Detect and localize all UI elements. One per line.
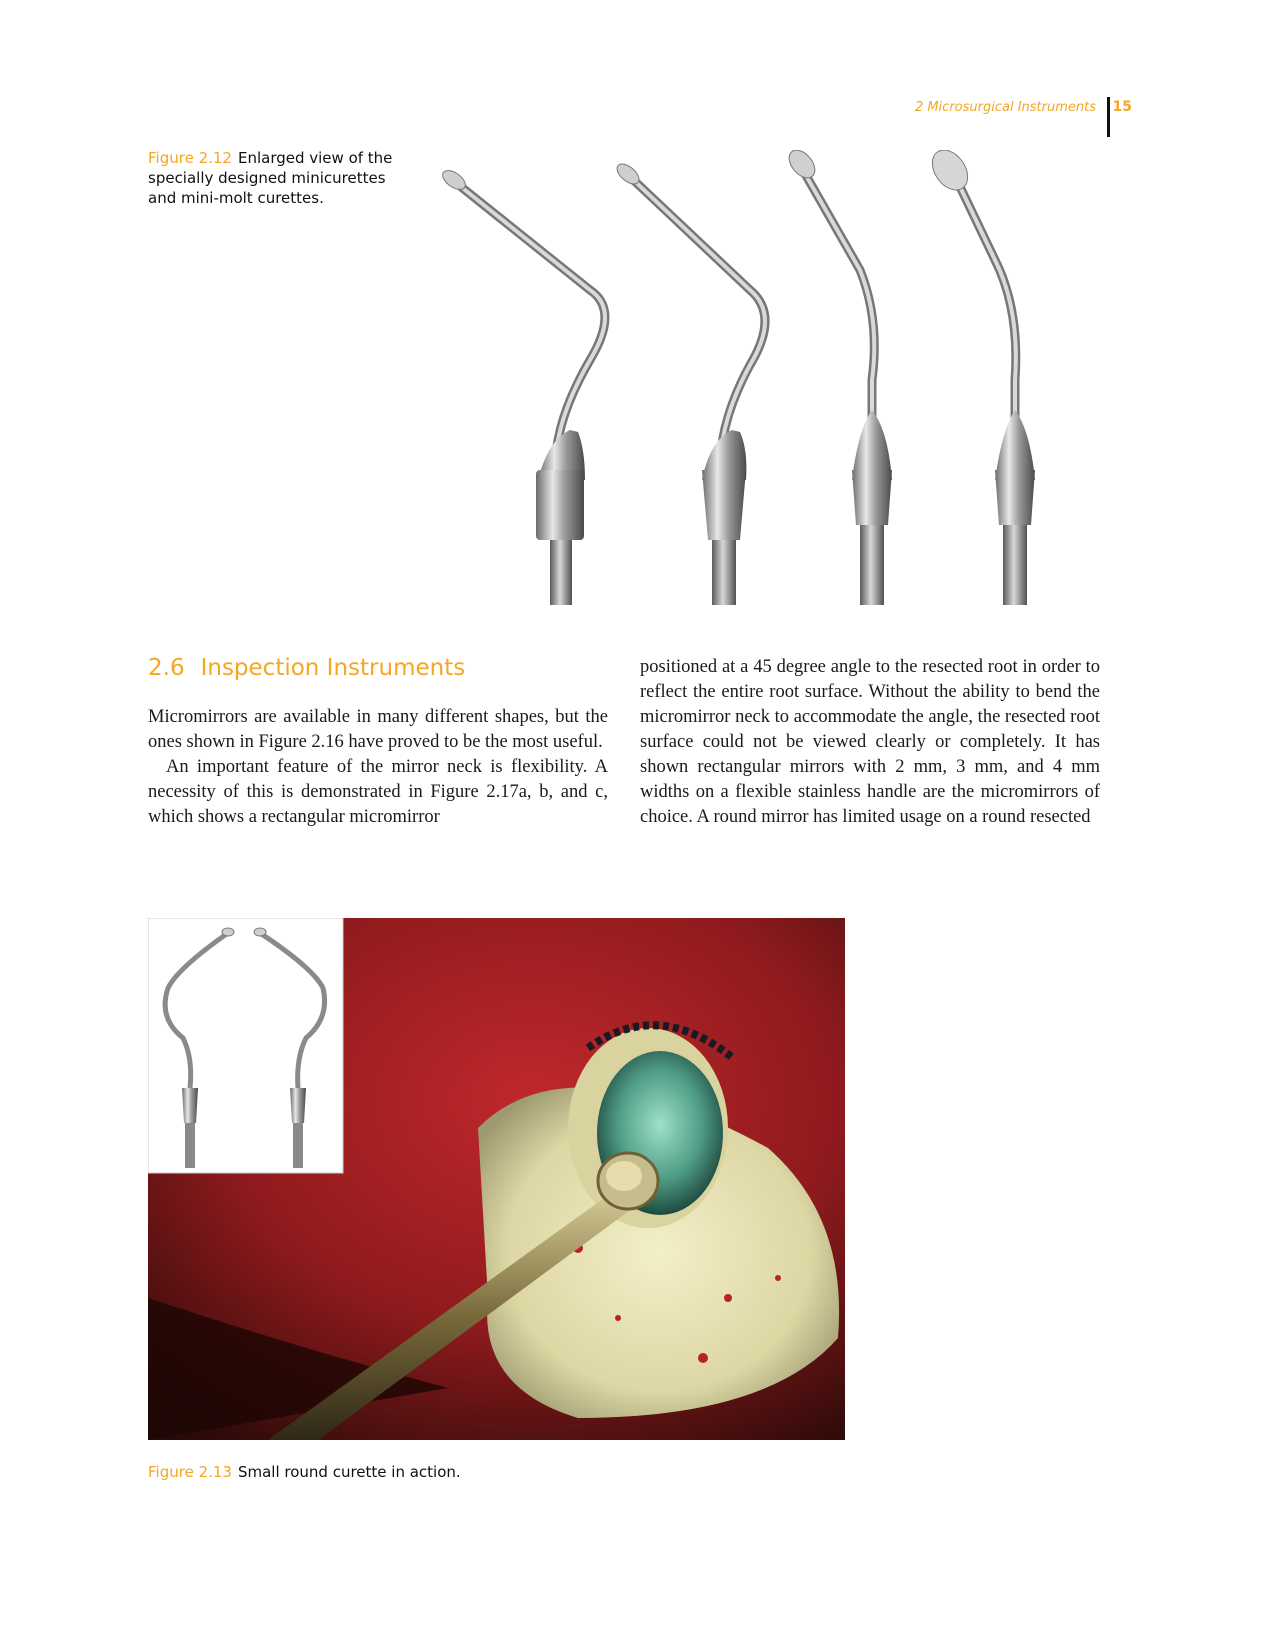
paragraph-2: An important feature of the mirror neck is flexibility. A necessity of this is demonstrated in Figure 2.17a, b, and c, which shows a rectangular micromirror (148, 757, 608, 827)
curette-3 (784, 150, 892, 605)
section-number: 2.6 (148, 655, 185, 681)
figure-2-12-caption (148, 148, 418, 208)
section-title: Inspection Instruments (200, 655, 466, 681)
body-right-column (640, 655, 1100, 830)
figure-2-12-label: Figure 2.12 (148, 149, 232, 167)
page-number: 15 (1112, 99, 1132, 115)
section-heading (148, 655, 465, 681)
curette-2 (614, 160, 765, 605)
paragraph-2-continued: positioned at a 45 degree angle to the resected root in order to reflect the entire root surface. Without the ability to bend the micromirror neck to accommodate the angle, the resected root surface could not be viewed clearly or completely. It has shown rectangular mirrors with 2 mm, 3 mm, and 4 mm widths on a flexible stainless handle are the micromirrors of choice. A round mirror has limited usage on a round resected (640, 657, 1100, 827)
running-header (900, 97, 1140, 137)
curette-4 (925, 150, 1035, 605)
figure-2-13-caption-text: Small round curette in action. (237, 1463, 461, 1481)
curette-1 (440, 167, 605, 605)
figure-2-13-label: Figure 2.13 (148, 1463, 232, 1481)
paragraph-1: Micromirrors are available in many different shapes, but the ones shown in Figure 2.16 have proved to be the most useful. (148, 707, 608, 752)
figure-2-12-curettes-image (440, 150, 1130, 605)
header-divider (1107, 97, 1110, 137)
running-title: 2 Microsurgical Instruments (914, 100, 1096, 115)
figure-2-13-inset-instruments (148, 918, 343, 1173)
figure-2-13-caption (148, 1463, 461, 1481)
figure-2-12-caption-text: Enlarged view of the specially designed minicurettes and mini-molt curettes. (148, 149, 393, 207)
figure-2-13-clinical-photo (148, 918, 845, 1440)
body-left-column (148, 705, 608, 830)
